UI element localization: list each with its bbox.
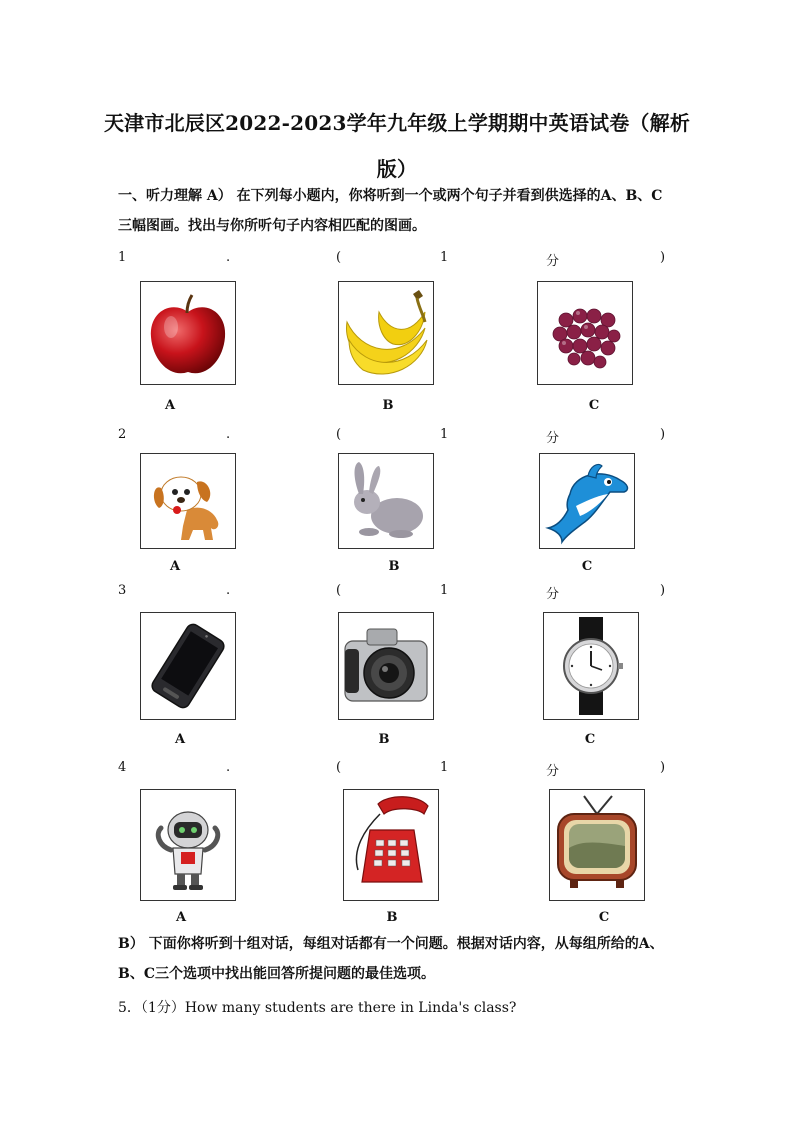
- option-b-image: [338, 281, 434, 385]
- option-c-label: C: [581, 559, 593, 574]
- section-a-instructions: [118, 181, 678, 241]
- question-4-header: [118, 760, 670, 780]
- score-close-paren: ): [660, 250, 666, 265]
- option-b-label: B: [386, 910, 398, 925]
- score-close-paren: ): [660, 427, 666, 442]
- dog-icon: [141, 454, 235, 548]
- robot-icon: [141, 790, 235, 900]
- question-dot: .: [226, 760, 231, 775]
- option-c-label: C: [598, 910, 610, 925]
- option-b-label: B: [388, 559, 400, 574]
- option-b-image: [338, 453, 434, 549]
- score-unit: 分: [546, 764, 560, 779]
- score-value: 1: [440, 250, 449, 265]
- score-close-paren: ): [660, 760, 666, 775]
- question-2-header: [118, 427, 670, 447]
- score-unit: 分: [546, 587, 560, 602]
- option-c-image: [539, 453, 635, 549]
- option-a-label: A: [169, 559, 181, 574]
- grapes-icon: [538, 282, 632, 384]
- option-a-image: [140, 453, 236, 549]
- question-number: 2: [118, 427, 127, 442]
- watch-icon: [544, 613, 638, 719]
- question-number: 4: [118, 760, 127, 775]
- option-c-image: [537, 281, 633, 385]
- question-3-header: [118, 583, 670, 603]
- option-b-image: [343, 789, 439, 901]
- option-a-image: [140, 612, 236, 720]
- question-5-text: 5．（1分）How many students are there in Linda's class?: [118, 1000, 517, 1016]
- score-open-paren: (: [336, 760, 342, 775]
- score-open-paren: (: [336, 583, 342, 598]
- score-value: 1: [440, 760, 449, 775]
- page-title: [96, 100, 698, 192]
- question-1-header: [118, 250, 670, 270]
- option-b-image: [338, 612, 434, 720]
- option-a-label: A: [175, 910, 187, 925]
- television-icon: [550, 790, 644, 900]
- section-b-line-2: B、C三个选项中找出能回答所提问题的最佳选项。: [118, 966, 435, 982]
- banana-icon: [339, 282, 433, 384]
- option-c-image: [543, 612, 639, 720]
- score-open-paren: (: [336, 427, 342, 442]
- question-number: 1: [118, 250, 127, 265]
- rabbit-icon: [339, 454, 433, 548]
- option-a-label: A: [174, 732, 186, 747]
- option-b-label: B: [378, 732, 390, 747]
- score-unit: 分: [546, 254, 560, 269]
- question-number: 3: [118, 583, 127, 598]
- question-dot: .: [226, 427, 231, 442]
- title-line-1: 天津市北辰区2022-2023学年九年级上学期期中英语试卷（解析: [103, 111, 691, 135]
- score-open-paren: (: [336, 250, 342, 265]
- apple-icon: [141, 282, 235, 384]
- section-a-line-1: 一、听力理解 A） 在下列每小题内，你将听到一个或两个句子并看到供选择的A、B、C: [118, 188, 663, 204]
- section-a-line-2: 三幅图画。找出与你所听句子内容相匹配的图画。: [118, 218, 426, 234]
- option-a-image: [140, 789, 236, 901]
- section-b-line-1: B） 下面你将听到十组对话，每组对话都有一个问题。根据对话内容，从每组所给的A、: [118, 936, 664, 952]
- option-a-image: [140, 281, 236, 385]
- score-value: 1: [440, 583, 449, 598]
- score-value: 1: [440, 427, 449, 442]
- camera-icon: [339, 613, 433, 719]
- score-unit: 分: [546, 431, 560, 446]
- option-a-label: A: [164, 398, 176, 413]
- option-b-label: B: [382, 398, 394, 413]
- section-b-instructions: [118, 929, 678, 989]
- option-c-label: C: [588, 398, 600, 413]
- dolphin-icon: [540, 454, 634, 548]
- score-close-paren: ): [660, 583, 666, 598]
- option-c-label: C: [584, 732, 596, 747]
- mobile-phone-icon: [141, 613, 235, 719]
- option-c-image: [549, 789, 645, 901]
- telephone-icon: [344, 790, 438, 900]
- title-line-2: 版）: [376, 157, 418, 181]
- question-dot: .: [226, 250, 231, 265]
- question-dot: .: [226, 583, 231, 598]
